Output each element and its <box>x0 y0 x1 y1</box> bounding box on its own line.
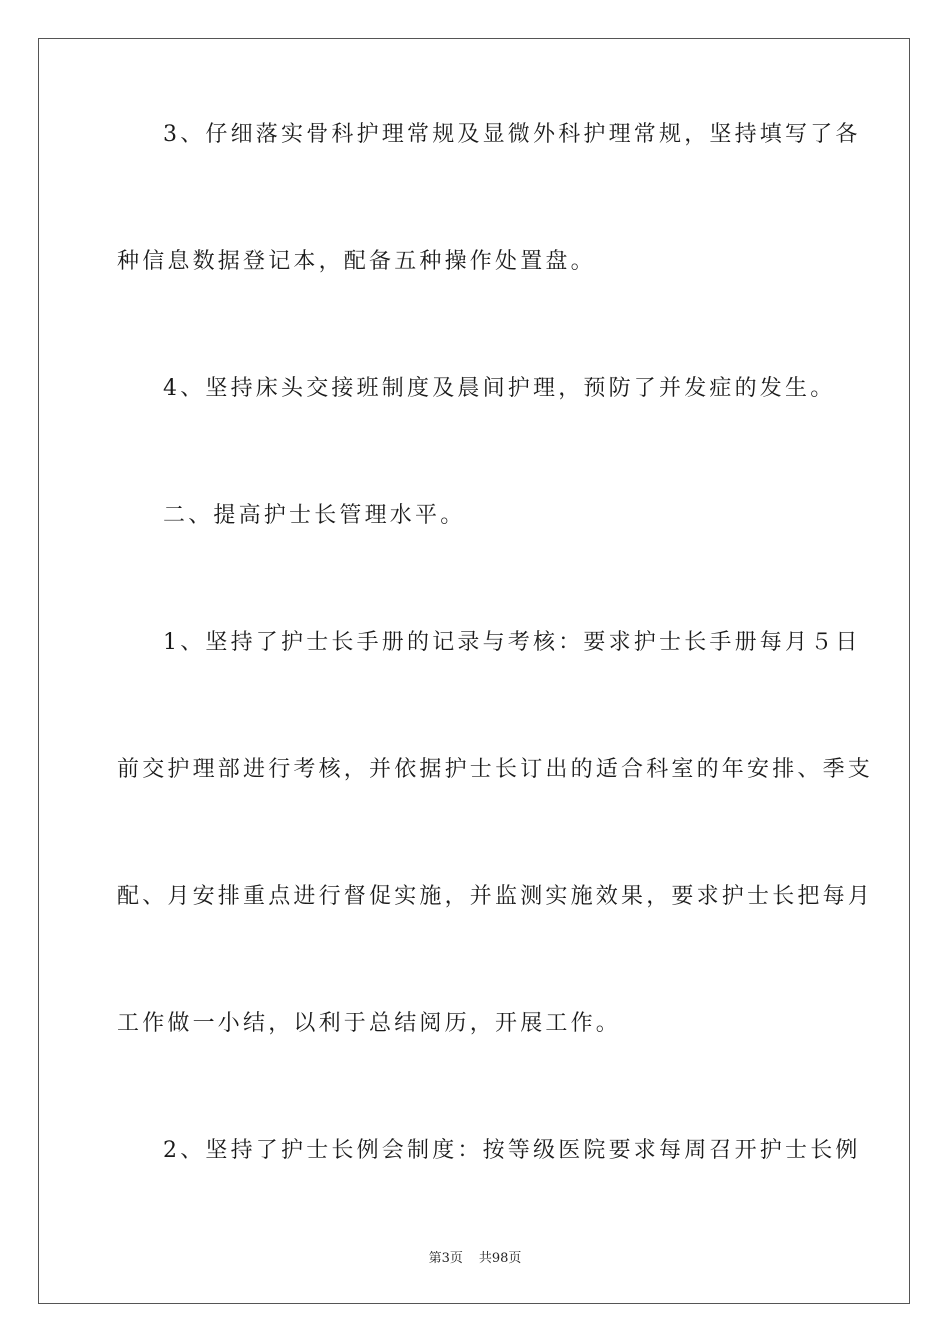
paragraph-line: 4、坚持床头交接班制度及晨间护理，预防了并发症的发生。 <box>163 376 836 401</box>
document-body <box>117 120 874 1166</box>
paragraph-line: 种信息数据登记本，配备五种操作处置盘。 <box>117 249 596 274</box>
paragraph-line: 工作做一小结，以利于总结阅历，开展工作。 <box>117 1011 622 1036</box>
paragraph-line: 1、坚持了护士长手册的记录与考核：要求护士长手册每月５日 <box>163 630 861 655</box>
paragraph-line: 前交护理部进行考核，并依据护士长订出的适合科室的年安排、季支 <box>117 757 874 782</box>
page-total: 共98页 <box>478 1251 522 1266</box>
paragraph-line: 2、坚持了护士长例会制度：按等级医院要求每周召开护士长例 <box>163 1138 861 1163</box>
section-heading: 二、提高护士长管理水平。 <box>163 503 466 528</box>
page-number: 第3页 <box>428 1251 463 1266</box>
paragraph-line: 3、仔细落实骨科护理常规及显微外科护理常规，坚持填写了各 <box>163 122 861 147</box>
paragraph-line: 配、月安排重点进行督促实施，并监测实施效果，要求护士长把每月 <box>117 884 874 909</box>
page-footer <box>0 1247 950 1266</box>
